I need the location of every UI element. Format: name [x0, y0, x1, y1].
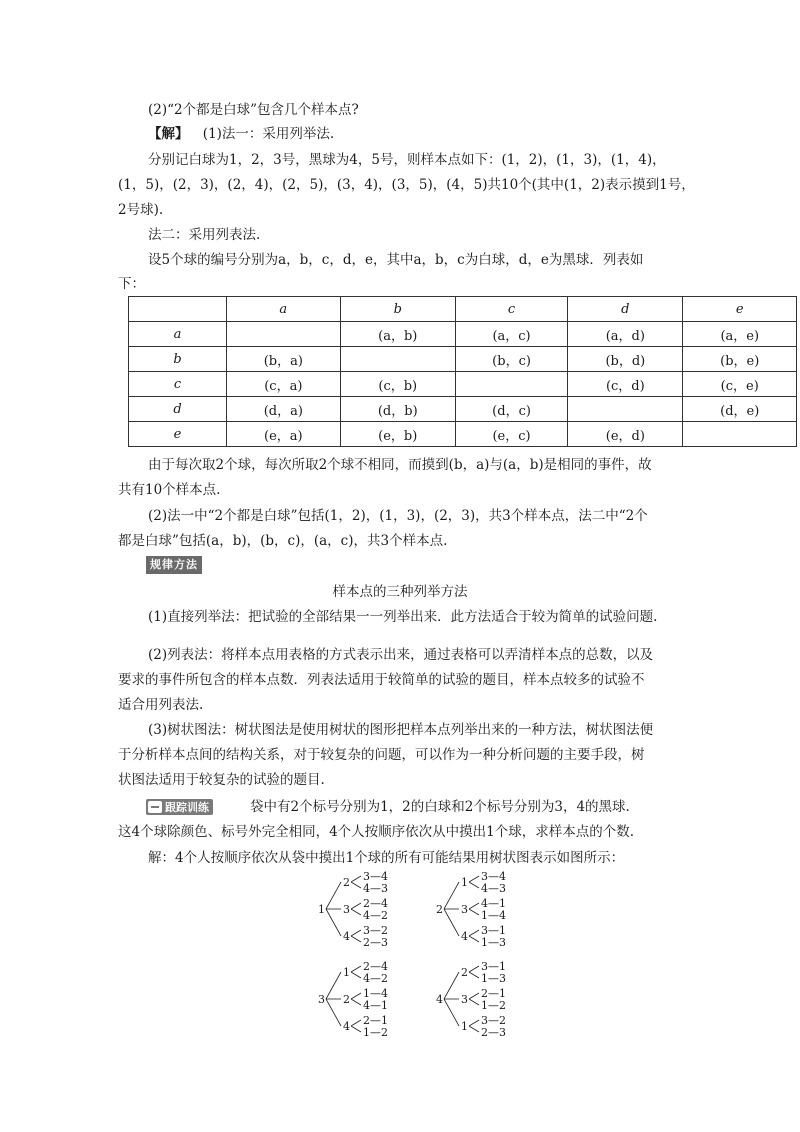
- tree-leaf: 2—3: [363, 936, 388, 949]
- tree-leaf: 2—1: [363, 1014, 388, 1027]
- tree-edge: [351, 882, 361, 888]
- table-cell: (d，c): [455, 397, 567, 422]
- method-item-1: (1)直接列举法：把试验的全部结果一一列举出来．此方法适合于较为简单的试验问题.: [148, 609, 658, 625]
- tree-edge: [469, 993, 479, 999]
- tree-edge: [469, 972, 479, 978]
- tree-leaf: 1—2: [363, 1026, 388, 1039]
- tree-leaf: 4—1: [481, 897, 506, 910]
- table-cell: e: [683, 297, 797, 322]
- table-cell: (a，b): [340, 322, 455, 347]
- tree-leaf: 4—3: [481, 882, 506, 895]
- table-cell: (a，d): [568, 322, 683, 347]
- table-cell: c: [455, 297, 567, 322]
- table-cell: a: [227, 297, 341, 322]
- table-cell: (d，b): [340, 397, 455, 422]
- table-cell: (e，c): [455, 422, 567, 447]
- solution-label: 【解】: [148, 126, 189, 142]
- method-item-3-cont: 状图法适用于较复杂的试验的题目.: [118, 772, 325, 788]
- tree-leaf: 3—2: [363, 924, 388, 937]
- method-item-2: (2)列表法：将样本点用表格的方式表示出来，通过表格可以弄清样本点的总数，以及: [148, 647, 654, 663]
- table-cell: (a，c): [455, 322, 567, 347]
- table-cell: b: [340, 297, 455, 322]
- question-2: (2)“2个都是白球”包含几个样本点?: [148, 102, 359, 118]
- tree-edge: [351, 993, 361, 999]
- tree-edge: [326, 999, 341, 1026]
- tree-edge: [351, 903, 361, 909]
- tree-edge: [469, 909, 479, 915]
- table-cell: b: [129, 347, 227, 372]
- para-line: (1，5)，(2，3)，(2，4)，(2，5)，(3，4)，(3，5)，(4，5)共10个(其中(1，2)表示摸到1号，: [118, 177, 695, 193]
- tree-node: 2: [461, 966, 468, 979]
- tree-edge: [351, 999, 361, 1005]
- tree-leaf: 3—1: [481, 924, 506, 937]
- tree-leaf: 2—4: [363, 897, 388, 910]
- tree-leaf: 2—4: [363, 960, 388, 973]
- table-cell: (c，d): [568, 372, 683, 397]
- para-line: 下：: [118, 276, 145, 292]
- tree-edge: [444, 909, 459, 936]
- method-item-2-cont: 适合用列表法.: [118, 697, 204, 713]
- tree-node: 3: [461, 903, 468, 916]
- tree-edge: [351, 966, 361, 972]
- table-cell: c: [129, 372, 227, 397]
- tree-node: 3: [461, 993, 468, 1006]
- method-item-2-cont: 要求的事件所包含的样本点数．列表法适用于较简单的试验的题目，样本点较多的试验不: [118, 672, 645, 688]
- tree-root: 1: [318, 903, 325, 916]
- tree-edge: [469, 966, 479, 972]
- table-cell: d: [568, 297, 683, 322]
- table-cell: (a，e): [683, 322, 797, 347]
- tree-edge: [326, 882, 341, 909]
- para-line: 2号球).: [118, 202, 164, 218]
- table-cell: e: [129, 422, 227, 447]
- table-cell: (c，b): [340, 372, 455, 397]
- table-cell: (b，a): [227, 347, 341, 372]
- table-cell: (d，a): [227, 397, 341, 422]
- tree-leaf: 1—3: [481, 936, 506, 949]
- method-item-3: (3)树状图法：树状图法是使用树状的图形把样本点列举出来的一种方法，树状图法便: [148, 722, 654, 738]
- tree-leaf: 2—3: [481, 1026, 506, 1039]
- table-cell: a: [129, 322, 227, 347]
- tree-node: 2: [343, 993, 350, 1006]
- tree-node: 1: [461, 876, 468, 889]
- table-cell: (c，a): [227, 372, 341, 397]
- para-line: (2)法一中“2个都是白球”包括(1，2)，(1，3)，(2，3)，共3个样本点，法二中“2个: [148, 508, 648, 524]
- method-2-line: 法二：采用列表法.: [148, 227, 261, 243]
- tree-leaf: 2—1: [481, 987, 506, 1000]
- exercise-solution: 解：4个人按顺序依次从袋中摸出1个球的所有可能结果用树状图表示如图所示：: [148, 850, 625, 866]
- method-title: 样本点的三种列举方法: [332, 584, 468, 600]
- para-line: 都是白球”包括(a，b)，(b，c)，(a，c)，共3个样本点.: [118, 533, 448, 549]
- table-cell: (e，d): [568, 422, 683, 447]
- tree-leaf: 4—3: [363, 882, 388, 895]
- solution-method-1: (1)法一：采用列举法.: [202, 126, 335, 142]
- exercise-line: 袋中有2个标号分别为1，2的白球和2个标号分别为3，4的黑球.: [250, 799, 630, 815]
- tree-edge: [351, 1026, 361, 1032]
- table-cell: (e，b): [340, 422, 455, 447]
- tree-edge: [469, 876, 479, 882]
- tree-leaf: 1—4: [481, 909, 506, 922]
- tree-leaf: 1—2: [481, 999, 506, 1012]
- tree-node: 1: [461, 1020, 468, 1033]
- tree-node: 4: [461, 930, 468, 943]
- table-cell: (d，e): [683, 397, 797, 422]
- method-item-3-cont: 于分析样本点间的结构关系，对于较复杂的问题，可以作为一种分析问题的主要手段，树: [118, 747, 645, 763]
- tree-edge: [351, 930, 361, 936]
- tree-leaf: 4—2: [363, 972, 388, 985]
- table-cell: (e，a): [227, 422, 341, 447]
- tree-node: 2: [343, 876, 350, 889]
- tree-leaf: 4—2: [363, 909, 388, 922]
- tree-leaf: 3—2: [481, 1014, 506, 1027]
- method-tag: 规律方法: [146, 556, 202, 574]
- tree-edge: [351, 972, 361, 978]
- practice-tag-label: 跟踪训练: [165, 801, 209, 814]
- table-cell: (b，c): [455, 347, 567, 372]
- tree-edge: [444, 882, 459, 909]
- tree-leaf: 3—4: [363, 870, 388, 883]
- tree-edge: [351, 909, 361, 915]
- tree-edge: [469, 903, 479, 909]
- tree-edge: [326, 972, 341, 999]
- tree-edge: [326, 909, 341, 936]
- tree-edge: [351, 936, 361, 942]
- para-line: 设5个球的编号分别为a，b，c，d，e，其中a，b，c为白球，d，e为黑球．列表如: [148, 252, 644, 268]
- tree-edge: [351, 1020, 361, 1026]
- para-line: 由于每次取2个球，每次所取2个球不相同，而摸到(b，a)与(a，b)是相同的事件，故: [148, 457, 652, 473]
- tree-node: 3: [343, 903, 350, 916]
- table-cell: d: [129, 397, 227, 422]
- table-cell: (b，d): [568, 347, 683, 372]
- tree-edge: [351, 876, 361, 882]
- tree-edge: [444, 999, 459, 1026]
- para-line: 共有10个样本点.: [118, 482, 221, 498]
- table-cell: (b，e): [683, 347, 797, 372]
- tree-leaf: 1—3: [481, 972, 506, 985]
- tree-leaf: 3—4: [481, 870, 506, 883]
- tree-root: 2: [436, 903, 443, 916]
- tree-root: 3: [318, 993, 325, 1006]
- tree-edge: [469, 936, 479, 942]
- tree-edge: [469, 999, 479, 1005]
- tree-node: 1: [343, 966, 350, 979]
- tree-node: 4: [343, 930, 350, 943]
- tree-leaf: 3—1: [481, 960, 506, 973]
- exercise-line: 这4个球除颜色、标号外完全相同，4个人按顺序依次从中摸出1个球，求样本点的个数.: [118, 824, 635, 840]
- tree-edge: [469, 882, 479, 888]
- tree-edge: [469, 930, 479, 936]
- para-line: 分别记白球为1，2，3号，黑球为4，5号，则样本点如下：(1，2)，(1，3)，(1，4)，: [148, 152, 666, 168]
- tree-edge: [469, 1020, 479, 1026]
- tree-leaf: 4—1: [363, 999, 388, 1012]
- tree-node: 4: [343, 1020, 350, 1033]
- tree-root: 4: [436, 993, 443, 1006]
- table-cell: (c，e): [683, 372, 797, 397]
- tree-leaf: 1—4: [363, 987, 388, 1000]
- tree-edge: [469, 1026, 479, 1032]
- tree-edge: [444, 972, 459, 999]
